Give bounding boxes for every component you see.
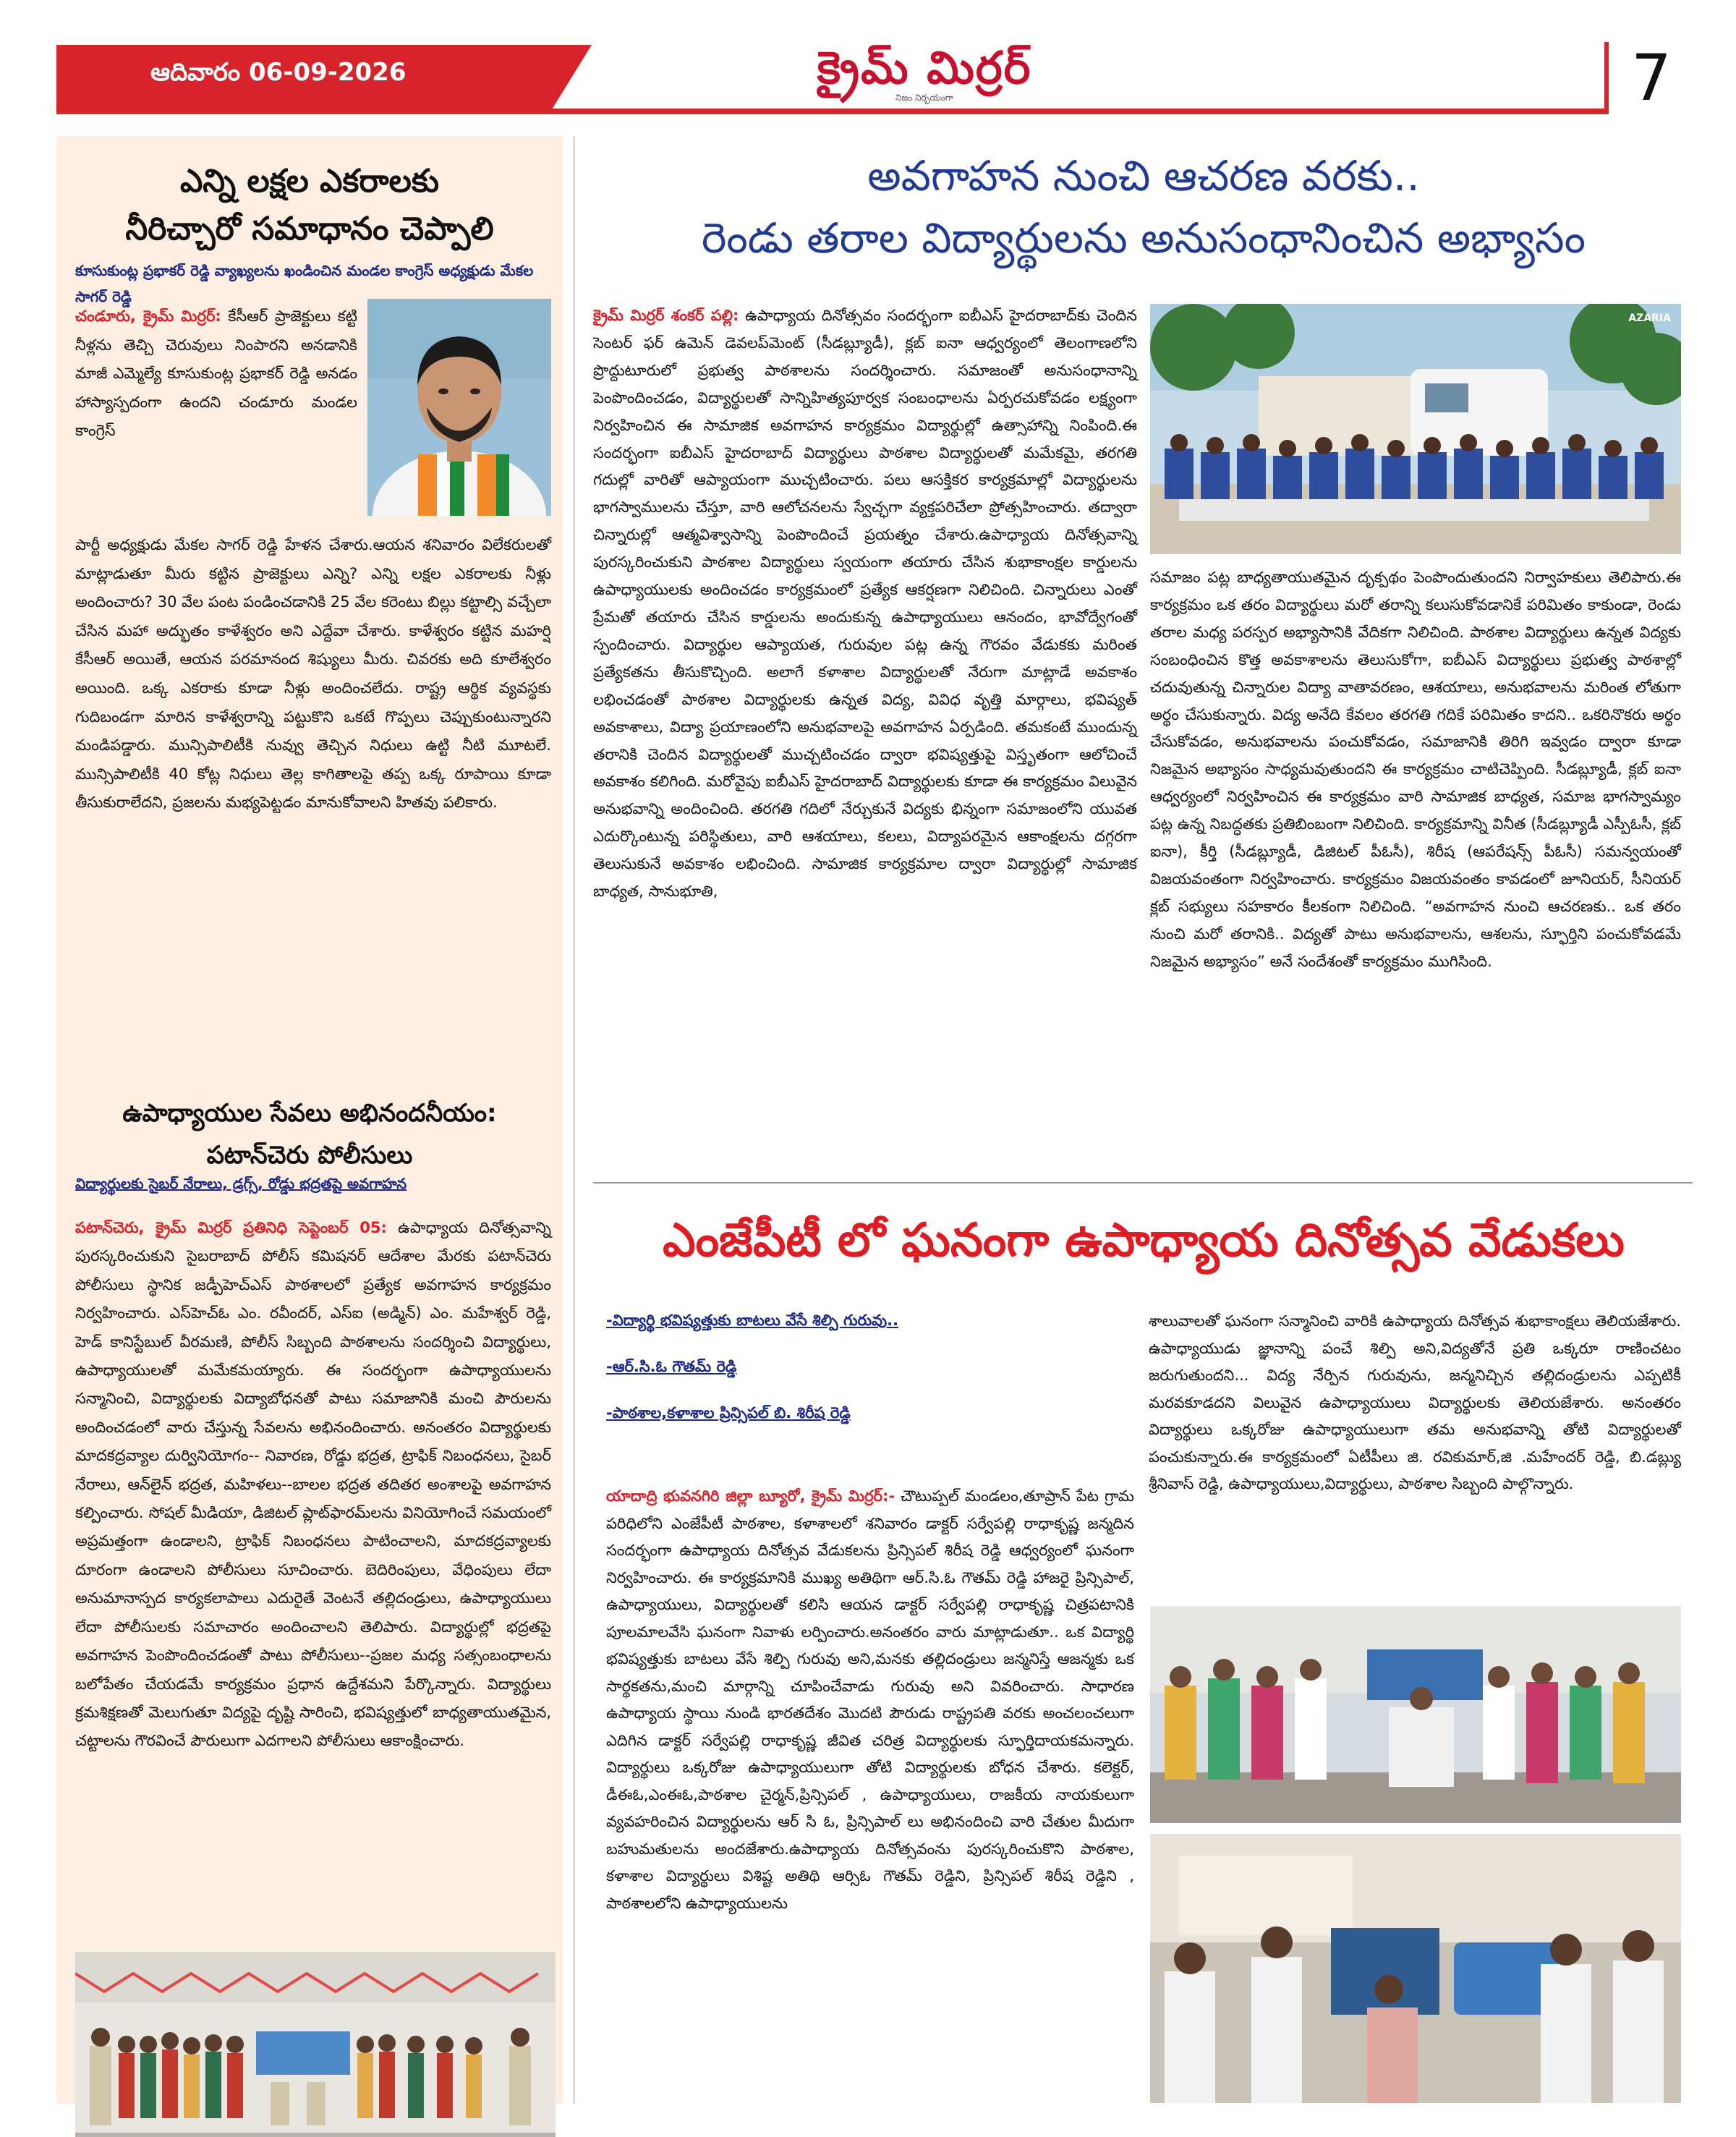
highlight-item: -పాఠశాల,కళాశాల ప్రిన్సిపల్ బి. శిరీష రెడ్డి	[606, 1404, 851, 1422]
story3-body-right: సమాజం పట్ల బాధ్యతాయుతమైన దృక్పథం పెంపొందుతుందని నిర్వాహకులు తెలిపారు.ఈ కార్యక్రమం ఒక తరం విద్యార్థులు మరో తరాన్ని కలుసుకోవడానికే పరిమితం కాకుండా, రెండు తరాల మధ్య పరస్పర అభ్యాసానికి వేదికగా నిలిచింది. పాఠశాల విద్యార్థులు ఉన్నత విద్యకు సంబంధించిన కొత్త అవకాశాలను తెలుసుకోగా, ఐబీఎస్ విద్యార్థులు ప్రభుత్వ పాఠశాల్లో చదువుతున్న చిన్నారుల విద్యా వాతావరణం, ఆశయాలు, అనుభవాలను మరింత లోతుగా అర్థం చేసుకున్నారు. విద్య అనేది కేవలం తరగతి గదికే పరిమితం కాదని.. ఒకరినొకరు అర్థం చేసుకోవడం, అనుభవాలను పంచుకోవడం, సమాజానికి తిరిగి ఇవ్వడం ద్వారా కూడా నిజమైన అభ్యాసం సాధ్యమవుతుందని ఈ కార్యక్రమం చాటిచెప్పింది. సీడబ్ల్యూడీ, క్లబ్ ఐనా ఆధ్వర్యంలో నిర్వహించిన ఈ కార్యక్రమం వారి సామాజిక బాధ్యత, సమాజ భాగస్వామ్యం పట్ల ఉన్న నిబద్ధతకు ప్రతిబింబంగా నిలిచింది. కార్యక్రమాన్ని వినీత (సీడబ్ల్యూడీ ఎస్పీఓసీ, క్లబ్ ఐనా), కీర్తి (సీడబ్ల్యూడీ, డిజిటల్ పీఓసీ), శిరీష (ఆపరేషన్స్ పీఓసీ) సమన్వయంతో విజయవంతంగా నిర్వహించారు. కార్యక్రమం విజయవంతం కావడంలో జూనియర్, సీనియర్ క్లబ్ సభ్యులు సహకారం కీలకంగా నిలిచింది. “అవగాహన నుంచి ఆచరణకు.. ఒక తరం నుంచి మరో తరానికి.. విద్యతో పాటు అనుభవాలను, ఆశలను, స్ఫూర్తిని పంచుకోవడమే నిజమైన అభ్యాసం” అనే సందేశంతో కార్యక్రమం ముగిసింది.	[1150, 569, 1681, 970]
school-group-photo	[1150, 304, 1681, 554]
teachers-day-photo	[1150, 1834, 1681, 2103]
logo-tagline: నిజం నిర్భయంగా	[895, 93, 953, 103]
story1-subhead: కూసుకుంట్ల ప్రభాకర్ రెడ్డి వ్యాఖ్యలను ఖండించిన మండల కాంగ్రెస్ అధ్యక్షుడు మేకల సాగర్ రెడ్డి	[75, 262, 534, 305]
story3-headline-line1: అవగాహన నుంచి ఆచరణ వరకు..	[867, 151, 1420, 200]
story3-body-left	[593, 302, 1137, 906]
portrait-photo	[367, 299, 551, 516]
story4-highlights	[606, 1302, 1127, 1441]
story1-dateline: చండూరు, క్రైమ్ మిర్రర్:	[75, 307, 221, 325]
story4-body-left	[606, 1483, 1134, 1917]
story4-body-right: శాలువాలతో ఘనంగా సన్మానించి వారికి ఉపాధ్యాయ దినోత్సవ శుభాకాంక్షలు తెలియజేశారు. ఉపాధ్యాయుడు జ్ఞానాన్ని పంచే శిల్పి అని,విద్యతోనే ప్రతి ఒక్కరూ రాణించటం జరుగుతుందని... విద్య నేర్పిన గురువును, జన్మనిచ్చిన తల్లిదండ్రులను ఎప్పటికీ మరవకూడదని విలువైన ఉపాధ్యాయులు విద్యార్థులకు తెలియజేశారు. అనంతరం విద్యార్థులు ఒక్కరోజు ఉపాధ్యాయులుగా తమ అనుభవాన్ని తోటి విద్యార్థులతో పంచుకున్నారు.ఈ కార్యక్రమంలో ఏటీపీలు జి. రవికుమార్,జి .మహేందర్ రెడ్డి, బి.డబ్ల్యు శ్రీనివాస్ రెడ్డి, ఉపాధ్యాయులు,విద్యార్థులు, పాఠశాల సిబ్బంది పాల్గొన్నారు.	[1149, 1312, 1681, 1492]
story1-headline-line2: నీరిచ్చారో సమాధానం చెప్పాలి	[125, 211, 494, 247]
photo-credit: AZARIA	[1628, 313, 1671, 324]
story4-text-a: చౌటుప్పల్ మండలం,తూప్రాన్ పేట గ్రామ పరిధిలోని ఎంజేపీటీ పాఠశాల, కళాశాలలో శనివారం డాక్టర్ సర్వేపల్లి రాధాకృష్ణ జన్మదిన సందర్భంగా ఉపాధ్యాయ దినోత్సవ వేడుకలను ప్రిన్సిపల్ శిరీష రెడ్డి ఆధ్వర్యంలో ఘనంగా నిర్వహించారు. ఈ కార్యక్రమానికి ముఖ్య అతిథిగా ఆర్.సి.ఓ గౌతమ్ రెడ్డి హాజరై ప్రిన్సిపాల్, ఉపాధ్యాయులు, విద్యార్థులతో కలిసి ఆయన డాక్టర్ సర్వేపల్లి రాధాకృష్ణ చిత్రపటానికి పూలమాలవేసి ఘనంగా నివాళు లర్పించారు.అనంతరం వారు మాట్లాడుతూ.. ఒక విద్యార్థి భవిష్యత్తుకు బాటలు వేసే శిల్పి గురువు అని,మనకు తల్లిదండ్రులు జన్మనిస్తే ఆజన్మకు ఒక సార్థకతను,మంచి మార్గాన్ని చూపించేవాడు గురువు అని వివరించారు. సాధారణ ఉపాధ్యాయ స్థాయి నుండి భారతదేశం మొదటి పౌరుడు రాష్ట్రపతి వరకు అంచలంచలుగా ఎదిగిన డాక్టర్ సర్వేపల్లి రాధాకృష్ణ జీవిత చరిత్ర విద్యార్థులకు స్ఫూర్తిదాయకమన్నారు. విద్యార్థులు ఒక్కరోజు ఉపాధ్యాయులుగా తోటి విద్యార్థులకు బోధన చేశారు. కలెక్టర్, డీఈఓ,ఎంఈఓ,పాఠశాల చైర్మన్,ప్రిన్సిపల్ , ఉపాధ్యాయులు, రాజకీయ నాయకులుగా వ్యవహరించిన విద్యార్థులను ఆర్ సి ఓ, ప్రిన్సిపాల్ లు అభినందించి వారి చేతుల మీదుగా బహుమతులను అందజేశారు.ఉపాధ్యాయ దినోత్సవంను పురస్కరించుకొని పాఠశాల, కళాశాల విద్యార్థులు విశిష్ట అతిథి ఆర్సిఓ గౌతమ్ రెడ్డిని, ప్రిన్సిపల్ శిరీష రెడ్డిని , పాఠశాలలోని ఉపాధ్యాయులను	[606, 1487, 1134, 1912]
masthead	[56, 41, 1694, 115]
story3-dateline: క్రైమ్ మిర్రర్ శంకర్ పల్లి:	[593, 307, 739, 324]
story4-headline: ఎంజేపీటీ లో ఘనంగా ఉపాధ్యాయ దినోత్సవ వేడుకలు	[663, 1214, 1625, 1267]
masthead-rule	[56, 109, 1604, 114]
story1-text-a: కేసీఆర్ ప్రాజెక్టులు కట్టి నీళ్లను తెచ్చి చెరువులు నింపారని అనడానికి మాజీ ఎమ్మెల్యే కూసుకుంట్ల ప్రభాకర్ రెడ్డి అనడం హాస్యాస్పదంగా ఉందని చండూరు మండల కాంగ్రెస్	[75, 307, 358, 440]
left-column	[56, 136, 563, 2104]
story3-headline	[593, 145, 1694, 269]
story2-headline-line1: ఉపాధ్యాయుల సేవలు అభినందనీయం:	[122, 1099, 497, 1128]
logo-text: క్రైమ్ మిర్రర్	[817, 41, 1032, 94]
story2-text: ఉపాధ్యాయ దినోత్సవాన్ని పురస్కరించుకుని సైబరాబాద్ పోలీస్ కమిషనర్ ఆదేశాల మేరకు పటాన్‌చెరు పోలీసులు స్థానిక జడ్పీహెచ్ఎస్ పాఠశాలలో ప్రత్యేక అవగాహన కార్యక్రమం నిర్వహించారు. ఎస్‌హెచ్ఓ ఎం. రవీందర్, ఎస్ఐ (అడ్మిన్) ఎం. మహేశ్వర్ రెడ్డి, హెడ్ కానిస్టేబుల్ వీరమణి, పోలీస్ సిబ్బంది పాఠశాలను సందర్శించి విద్యార్థులు, ఉపాధ్యాయులతో మమేకమయ్యారు. ఈ సందర్భంగా ఉపాధ్యాయులను సన్మానించి, విద్యార్థులకు విద్యాబోధనతో పాటు సమాజానికి మంచి పౌరులను అందించడంలో వారు చేస్తున్న సేవలను అభినందించారు. అనంతరం విద్యార్థులకు మాదకద్రవ్యాల దుర్వినియోగం-- నివారణ, రోడ్డు భద్రత, ట్రాఫిక్ నిబంధనలు, సైబర్ నేరాలు, ఆన్‌లైన్ భద్రత, మహిళలు--బాలల భద్రత తదితర అంశాలపై అవగాహన కల్పించారు. సోషల్ మీడియా, డిజిటల్ ప్లాట్‌ఫారమ్‌లను వినియోగించే సమయంలో అప్రమత్తంగా ఉండాలని, ట్రాఫిక్ నిబంధనలు పాటించాలని, మాదకద్రవ్యాలకు దూరంగా ఉండాలని పోలీసులు సూచించారు. బెదిరింపులు, వేధింపులు లేదా అనుమానాస్పద కార్యకలాపాలు ఎదురైతే వెంటనే తల్లిదండ్రులు, ఉపాధ్యాయులు లేదా పోలీసులకు సమాచారం అందించాలని తెలిపారు. విద్యార్థుల్లో భద్రతపై అవగాహన పెంపొందించడంతో పాటు పోలీసులు--ప్రజల మధ్య సత్సంబంధాలను బలోపేతం చేయడమే కార్యక్రమం ప్రధాన ఉద్దేశమని పేర్కొన్నారు. విద్యార్థులు క్రమశిక్షణతో మెలుగుతూ విద్యపై దృష్టి సారించి, భవిష్యత్తులో బాధ్యతాయుతమైన, చట్టాలను గౌరవించే పౌరులుగా ఎదగాలని పోలీసులు ఆకాంక్షించారు.	[75, 1219, 551, 1750]
newspaper-logo	[794, 39, 1055, 109]
story1-headline-line1: ఎన్ని లక్షల ఎకరాలకు	[179, 163, 440, 200]
highlight-item: -విద్యార్థి భవిష్యత్తుకు బాటలు వేసే శిల్పి గురువు..	[606, 1312, 899, 1329]
story1-headline	[71, 158, 548, 253]
police-event-photo	[75, 1952, 556, 2137]
story3-headline-line2: రెండు తరాల విద్యార్థులను అనుసంధానించిన అభ్యాసం	[702, 213, 1586, 263]
story2-body	[75, 1214, 551, 1756]
highlight-item: -ఆర్.సి.ఓ గౌతమ్ రెడ్డి	[606, 1358, 737, 1375]
story3-text-a: ఉపాధ్యాయ దినోత్సవం సందర్భంగా ఐబీఎస్ హైదరాబాద్‌కు చెందిన సెంటర్ ఫర్ ఉమెన్ డెవలప్‌మెంట్ (సీడబ్ల్యూడీ), క్లబ్ ఐనా ఆధ్వర్యంలో తెలంగాణలోని ప్రొద్దుటూరులో ప్రభుత్వ పాఠశాలను సందర్శించారు. సమాజంతో అనుసంధానాన్ని పెంపొందించడం, విద్యార్థులతో సాన్నిహిత్యపూర్వక సంబంధాలను ఏర్పరచుకోవడం లక్ష్యంగా నిర్వహించిన ఈ సామాజిక అవగాహన కార్యక్రమం విద్యార్థుల్లో ఉత్సాహాన్ని నింపింది.ఈ సందర్భంగా ఐబీఎస్ హైదరాబాద్ విద్యార్థులు పాఠశాల విద్యార్థులతో మమేకమై, తరగతి గదుల్లో వారితో ఆప్యాయంగా ముచ్చటించారు. పలు ఆసక్తికర కార్యక్రమాల్లో విద్యార్థులను భాగస్వాములను చేస్తూ, వారి ఆలోచనలను స్వేచ్ఛగా వ్యక్తపరిచేలా ప్రోత్సహించారు. తద్వారా చిన్నారుల్లో ఆత్మవిశ్వాసాన్ని పెంపొందించే ప్రయత్నం చేశారు.ఉపాధ్యాయ దినోత్సవాన్ని పురస్కరించుకుని పాఠశాల విద్యార్థులు స్వయంగా తయారు చేసిన శుభాకాంక్షల కార్డులను ఉపాధ్యాయులకు అందించడం కార్యక్రమంలో ప్రత్యేక ఆకర్షణగా నిలిచింది. చిన్నారులు ఎంతో ప్రేమతో తయారు చేసిన కార్డులను అందుకున్న ఉపాధ్యాయులు ఆనందం, భావోద్వేగంతో స్పందించారు. విద్యార్థుల ఆప్యాయత, గురువుల పట్ల ఉన్న గౌరవం వేడుకకు మరింత ప్రత్యేకతను తీసుకొచ్చింది. అలాగే కళాశాల విద్యార్థులతో నేరుగా మాట్లాడే అవకాశం లభించడంతో పాఠశాల విద్యార్థులకు ఉన్నత విద్య, వివిధ వృత్తి మార్గాలు, భవిష్యత్ అవకాశాలు, విద్యా ప్రయాణంలోని అనుభవాలపై అవగాహన ఏర్పడింది. తమకంటే ముందున్న తరానికి చెందిన విద్యార్థులతో ముచ్చటించడం ద్వారా భవిష్యత్తుపై విస్తృతంగా ఆలోచించే అవకాశం కలిగింది. మరోవైపు ఐబీఎస్ హైదరాబాద్ విద్యార్థులకు కూడా ఈ కార్యక్రమం విలువైన అనుభవాన్ని అందించింది. తరగతి గదిలో నేర్చుకునే విద్యకు భిన్నంగా సమాజంలోని యువత ఎదుర్కొంటున్న పరిస్థితులు, వారి ఆశయాలు, కలలు, విద్యాపరమైన ఆకాంక్షలను దగ్గరగా తెలుసుకునే అవకాశం లభించింది. సామాజిక కార్యక్రమాల ద్వారా విద్యార్థుల్లో సామాజిక బాధ్యత, సానుభూతి,	[593, 307, 1137, 901]
story2-headline	[71, 1092, 548, 1176]
story2-headline-line2: పటాన్‌చెరు పోలీసులు	[206, 1141, 413, 1170]
story1-body-bottom: పార్టీ అధ్యక్షుడు మేకల సాగర్ రెడ్డి హేళన చేశారు.ఆయన శనివారం విలేకరులతో మాట్లాడుతూ మీరు కట్టిన ప్రాజెక్టులు ఎన్ని? ఎన్ని లక్షల ఎకరాలకు నీళ్లు అందించారు? 30 వేల పంట పండించడానికి 25 వేల కరెంటు బిల్లు కట్టాల్సి వచ్చేలా చేసిన మహా అద్భుతం కాళేశ్వరం అని ఎద్దేవా చేశారు. కాళేశ్వరం కట్టిన మహర్షి కేసీఆర్ అయితే, ఆయన పరమానంద శిష్యులు మీరు. చివరకు అది కూలేశ్వరం అయింది. ఒక్క ఎకరాకు కూడా నీళ్లు అందించలేదు. రాష్ట్ర ఆర్థిక వ్యవస్థకు గుదిబండగా మారిన కాళేశ్వరాన్ని పట్టుకొని ఒకటే గొప్పలు చెప్పుకుంటున్నారని మండిపడ్డారు. మున్సిపాలిటీకి నువ్వు తెచ్చిన నిధులు ఉట్టి నీటి మూటలే. మున్సిపాలిటీకి 40 కోట్ల నిధులు తెల్ల కాగితాలపై తప్ప ఒక్క రూపాయి కూడా తీసుకురాలేదని, ప్రజలను మభ్యపెట్టడం మానుకోవాలని హితవు పలికారు.	[75, 536, 551, 812]
page-number: 7	[1604, 42, 1694, 114]
column-divider	[573, 136, 575, 2104]
story4-dateline: యాదాద్రి భువనగిరి జిల్లా బ్యూరో, క్రైమ్ మిర్రర్:-	[606, 1487, 895, 1505]
issue-date: ఆదివారం 06-09-2026	[150, 58, 407, 87]
story2-dateline: పటాన్‌చెరు, క్రైమ్ మిర్రర్ ప్రతినిధి సెప్టెంబర్ 05:	[75, 1219, 387, 1236]
felicitation-photo	[1150, 1606, 1681, 1823]
story1-body-top	[75, 302, 357, 446]
story2-subhead: విద్యార్థులకు సైబర్ నేరాలు, డ్రగ్స్, రోడ్డు భద్రతపై అవగాహన	[75, 1175, 407, 1192]
section-divider	[593, 1182, 1693, 1184]
